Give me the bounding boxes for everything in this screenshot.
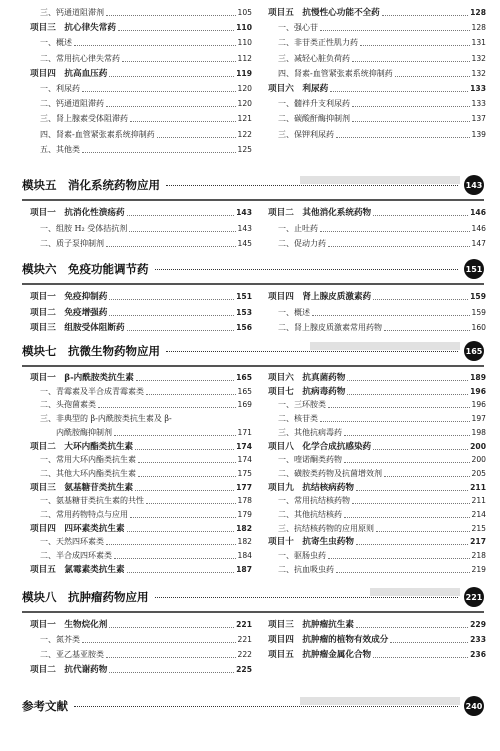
leader-dots bbox=[136, 380, 234, 381]
entry-page-number: 217 bbox=[470, 537, 486, 547]
leader-dots bbox=[127, 572, 235, 573]
leader-dots bbox=[328, 246, 470, 247]
entry-title: 一、概述 bbox=[278, 307, 310, 317]
entry-page-number: 218 bbox=[471, 551, 486, 561]
entry-title: 二、其他抗结核药 bbox=[278, 510, 342, 519]
toc-project-entry[interactable] bbox=[268, 6, 486, 18]
toc-sub-entry[interactable] bbox=[40, 467, 252, 479]
leader-dots bbox=[382, 15, 468, 16]
entry-page-number: 211 bbox=[470, 482, 486, 492]
entry-title: 一、常用大环内酯类抗生素 bbox=[40, 455, 136, 465]
entry-page-number: 147 bbox=[471, 239, 486, 248]
entry-title: 一、天然四环素类 bbox=[40, 537, 104, 547]
entry-page-number: 125 bbox=[237, 144, 252, 154]
toc-sub-entry[interactable] bbox=[40, 453, 252, 465]
entry-page-number: 175 bbox=[237, 468, 252, 478]
toc-sub-entry[interactable] bbox=[278, 522, 486, 534]
leader-dots bbox=[328, 407, 470, 408]
entry-title: 项目五 氯霉素类抗生素 bbox=[30, 564, 125, 575]
leader-dots bbox=[114, 558, 236, 559]
leader-dots bbox=[320, 30, 470, 31]
toc-sub-entry[interactable] bbox=[40, 494, 252, 506]
toc-sub-entry[interactable] bbox=[278, 494, 486, 506]
entry-page-number: 132 bbox=[471, 53, 486, 63]
leader-dots bbox=[166, 350, 458, 352]
toc-sub-entry[interactable] bbox=[40, 97, 252, 109]
entry-title: 项目四 抗高血压药 bbox=[30, 68, 108, 79]
entry-title: 项目四 肾上腺皮质激素药 bbox=[268, 292, 372, 302]
entry-page-number: 151 bbox=[236, 292, 252, 301]
toc-sub-entry[interactable] bbox=[40, 52, 252, 64]
entry-page-number: 179 bbox=[237, 510, 252, 519]
page-badge: 143 bbox=[464, 175, 484, 195]
module-title: 模块六 免疫功能调节药 bbox=[22, 262, 149, 276]
entry-page-number: 120 bbox=[237, 99, 252, 109]
entry-title: 项目四 四环素类抗生素 bbox=[30, 523, 125, 534]
entry-title: 一、氮芥类 bbox=[40, 635, 80, 644]
entry-title: 一、青霉素及半合成青霉素类 bbox=[40, 386, 144, 396]
entry-page-number: 221 bbox=[236, 620, 252, 629]
page-badge: 151 bbox=[464, 259, 484, 279]
entry-page-number: 146 bbox=[471, 223, 486, 233]
leader-dots bbox=[127, 531, 235, 532]
entry-page-number: 215 bbox=[471, 523, 486, 533]
toc-project-entry[interactable] bbox=[30, 206, 252, 218]
leader-dots bbox=[82, 152, 236, 153]
entry-page-number: 222 bbox=[237, 650, 252, 659]
divider bbox=[22, 283, 484, 285]
page-badge: 221 bbox=[464, 587, 484, 607]
toc-project-entry[interactable] bbox=[268, 440, 486, 452]
entry-page-number: 196 bbox=[471, 400, 486, 410]
toc-project-entry[interactable] bbox=[30, 618, 252, 630]
toc-sub-entry[interactable] bbox=[40, 128, 252, 140]
entry-page-number: 200 bbox=[470, 441, 486, 451]
module-six-header[interactable] bbox=[22, 259, 484, 279]
leader-dots bbox=[328, 558, 470, 559]
leader-dots bbox=[109, 672, 234, 673]
toc-sub-entry[interactable] bbox=[278, 237, 486, 249]
leader-dots bbox=[122, 61, 236, 62]
toc-sub-entry[interactable] bbox=[278, 563, 486, 575]
entry-title: 二、抗血吸虫药 bbox=[278, 564, 334, 574]
entry-title: 项目一 抗消化性溃疡药 bbox=[30, 208, 125, 218]
entry-page-number: 128 bbox=[470, 8, 486, 17]
entry-title: 二、磺胺类药物及抗菌增效剂 bbox=[278, 468, 382, 478]
entry-title: 二、核苷类 bbox=[278, 414, 318, 424]
entry-page-number: 159 bbox=[470, 292, 486, 301]
leader-dots bbox=[127, 215, 235, 216]
leader-dots bbox=[373, 449, 468, 450]
toc-sub-entry[interactable] bbox=[278, 398, 486, 410]
toc-sub-entry[interactable] bbox=[40, 112, 252, 124]
toc-project-entry[interactable] bbox=[30, 290, 252, 302]
entry-page-number: 133 bbox=[470, 84, 486, 93]
entry-page-number: 200 bbox=[471, 455, 486, 465]
toc-sub-entry[interactable] bbox=[40, 535, 252, 547]
entry-page-number: 121 bbox=[237, 114, 252, 124]
leader-dots bbox=[135, 490, 234, 491]
toc-sub-entry[interactable] bbox=[40, 237, 252, 249]
entry-title: 项目三 抗肿瘤抗生素 bbox=[268, 620, 354, 630]
leader-dots bbox=[114, 435, 236, 436]
entry-page-number: 165 bbox=[237, 386, 252, 396]
toc-project-entry[interactable] bbox=[268, 633, 486, 645]
leader-dots bbox=[106, 657, 236, 658]
toc-sub-entry[interactable] bbox=[278, 549, 486, 561]
toc-sub-entry[interactable] bbox=[278, 36, 486, 48]
references-header[interactable] bbox=[22, 696, 484, 716]
leader-dots bbox=[344, 462, 470, 463]
leader-dots bbox=[155, 268, 459, 270]
toc-sub-entry[interactable] bbox=[278, 128, 486, 140]
leader-dots bbox=[157, 137, 236, 138]
divider bbox=[22, 199, 484, 201]
toc-project-entry[interactable] bbox=[30, 321, 252, 333]
module-seven-header[interactable] bbox=[22, 341, 484, 361]
toc-project-entry[interactable] bbox=[30, 306, 252, 318]
entry-title: 二、非苷类正性肌力药 bbox=[278, 38, 358, 48]
entry-page-number: 174 bbox=[237, 455, 252, 465]
entry-page-number: 236 bbox=[470, 650, 486, 659]
toc-sub-entry[interactable] bbox=[278, 97, 486, 109]
entry-page-number: 122 bbox=[237, 129, 252, 139]
entry-title: 三、其他抗病毒药 bbox=[278, 427, 342, 437]
leader-dots bbox=[384, 476, 470, 477]
entry-title: 项目六 抗真菌药物 bbox=[268, 373, 346, 383]
toc-sub-entry[interactable] bbox=[278, 52, 486, 64]
toc-sub-entry[interactable] bbox=[40, 412, 252, 424]
toc-sub-entry[interactable] bbox=[278, 21, 486, 33]
leader-dots bbox=[155, 596, 459, 598]
leader-dots bbox=[129, 231, 235, 232]
toc-sub-entry[interactable] bbox=[278, 67, 486, 79]
module-title: 模块八 抗肿瘤药物应用 bbox=[22, 590, 149, 604]
toc-project-entry[interactable] bbox=[268, 648, 486, 660]
entry-page-number: 196 bbox=[470, 386, 486, 396]
entry-page-number: 198 bbox=[471, 427, 486, 437]
leader-dots bbox=[74, 705, 458, 707]
leader-dots bbox=[130, 517, 236, 518]
leader-dots bbox=[109, 76, 234, 77]
toc-sub-entry[interactable] bbox=[278, 222, 486, 234]
toc-sub-entry[interactable] bbox=[278, 306, 486, 318]
leader-dots bbox=[138, 476, 236, 477]
entry-title: 二、质子泵抑制剂 bbox=[40, 239, 104, 248]
leader-dots bbox=[146, 394, 236, 395]
divider bbox=[22, 365, 484, 367]
entry-page-number: 197 bbox=[471, 414, 486, 424]
entry-page-number: 184 bbox=[237, 551, 252, 561]
entry-title: 一、氨基糖苷类抗生素的共性 bbox=[40, 496, 144, 506]
entry-page-number: 178 bbox=[237, 496, 252, 506]
entry-title: 一、止吐药 bbox=[278, 223, 318, 233]
toc-sub-entry[interactable] bbox=[278, 112, 486, 124]
entry-title: 三、钙通道阻滞剂 bbox=[40, 8, 104, 17]
entry-page-number: 110 bbox=[237, 38, 252, 48]
leader-dots bbox=[330, 91, 468, 92]
entry-title: 项目五 抗肿瘤金属化合物 bbox=[268, 650, 372, 660]
leader-dots bbox=[109, 315, 234, 316]
toc-project-entry[interactable] bbox=[30, 440, 252, 452]
leader-dots bbox=[82, 91, 236, 92]
toc-project-entry[interactable] bbox=[268, 481, 486, 493]
entry-title: 项目八 化学合成抗感染药 bbox=[268, 441, 372, 452]
toc-project-entry[interactable] bbox=[30, 663, 252, 675]
entry-page-number: 174 bbox=[236, 441, 252, 451]
references-title: 参考文献 bbox=[22, 699, 68, 713]
entry-page-number: 214 bbox=[471, 510, 486, 519]
toc-project-entry[interactable] bbox=[268, 82, 486, 94]
toc-project-entry[interactable] bbox=[268, 290, 486, 302]
entry-page-number: 233 bbox=[470, 635, 486, 644]
entry-page-number: 143 bbox=[237, 223, 252, 233]
entry-title: 项目二 大环内酯类抗生素 bbox=[30, 441, 134, 452]
entry-title: 四、肾素-血管紧张素系统抑制药 bbox=[278, 68, 393, 78]
entry-page-number: 139 bbox=[471, 129, 486, 139]
leader-dots bbox=[373, 657, 468, 658]
toc-project-entry[interactable] bbox=[268, 618, 486, 630]
toc-project-entry[interactable] bbox=[30, 67, 252, 79]
leader-dots bbox=[344, 517, 470, 518]
entry-title: 二、亚乙基亚胺类 bbox=[40, 650, 104, 659]
toc-sub-entry[interactable] bbox=[278, 426, 486, 438]
entry-title: 项目三 氨基糖苷类抗生素 bbox=[30, 482, 134, 493]
leader-dots bbox=[109, 299, 234, 300]
leader-dots bbox=[356, 544, 468, 545]
entry-title: 项目十 抗寄生虫药物 bbox=[268, 537, 354, 548]
entry-title: 一、强心苷 bbox=[278, 23, 318, 33]
leader-dots bbox=[166, 184, 458, 186]
leader-dots bbox=[82, 642, 236, 643]
toc-project-entry[interactable] bbox=[30, 481, 252, 493]
entry-title: 项目二 抗代谢药物 bbox=[30, 665, 108, 675]
leader-dots bbox=[395, 76, 470, 77]
leader-dots bbox=[146, 503, 236, 504]
entry-title: 二、常用药物特点与应用 bbox=[40, 510, 128, 519]
entry-title: 二、促动力药 bbox=[278, 239, 326, 248]
entry-title: 二、头孢菌素类 bbox=[40, 400, 96, 410]
entry-title: 一、喹诺酮类药物 bbox=[278, 455, 342, 465]
entry-title: 项目一 免疫抑制药 bbox=[30, 292, 108, 302]
entry-page-number: 128 bbox=[471, 23, 486, 33]
toc-sub-entry[interactable] bbox=[40, 222, 252, 234]
entry-title: 项目四 抗肿瘤的植物有效成分 bbox=[268, 635, 389, 645]
entry-title: 一、髓袢升支利尿药 bbox=[278, 99, 350, 109]
entry-page-number: 143 bbox=[236, 208, 252, 217]
leader-dots bbox=[373, 299, 468, 300]
leader-dots bbox=[106, 246, 236, 247]
entry-title: 二、钙通道阻滞药 bbox=[40, 99, 104, 109]
module-title: 模块七 抗微生物药物应用 bbox=[22, 344, 160, 358]
toc-project-entry[interactable] bbox=[268, 206, 486, 218]
toc-sub-entry[interactable] bbox=[278, 508, 486, 520]
leader-dots bbox=[360, 45, 470, 46]
toc-sub-entry[interactable] bbox=[278, 453, 486, 465]
entry-page-number: 221 bbox=[237, 635, 252, 644]
entry-page-number: 145 bbox=[237, 239, 252, 248]
leader-dots bbox=[320, 421, 470, 422]
toc-project-entry[interactable] bbox=[268, 385, 486, 397]
entry-title: 项目三 组胺受体阻断药 bbox=[30, 323, 125, 333]
entry-title: 五、其他类 bbox=[40, 144, 80, 154]
leader-dots bbox=[106, 106, 236, 107]
module-eight-header[interactable] bbox=[22, 587, 484, 607]
entry-page-number: 165 bbox=[236, 373, 252, 382]
leader-dots bbox=[118, 30, 234, 31]
toc-sub-entry[interactable] bbox=[40, 508, 252, 520]
entry-title: 项目二 免疫增强药 bbox=[30, 307, 108, 318]
module-five-header[interactable] bbox=[22, 175, 484, 195]
entry-page-number: 189 bbox=[470, 373, 486, 382]
leader-dots bbox=[352, 106, 470, 107]
entry-title: 一、三环胺类 bbox=[278, 400, 326, 410]
entry-page-number: 153 bbox=[236, 307, 252, 317]
leader-dots bbox=[130, 121, 236, 122]
leader-dots bbox=[356, 627, 468, 628]
entry-page-number: 137 bbox=[471, 114, 486, 124]
entry-title: 一、驱肠虫药 bbox=[278, 551, 326, 561]
entry-page-number: 211 bbox=[471, 496, 486, 506]
entry-title: 三、抗结核药物的应用原则 bbox=[278, 523, 374, 533]
entry-title: 二、半合成四环素类 bbox=[40, 551, 112, 561]
entry-page-number: 119 bbox=[236, 68, 252, 78]
leader-dots bbox=[127, 330, 235, 331]
entry-title: 项目六 利尿药 bbox=[268, 84, 329, 94]
leader-dots bbox=[356, 490, 468, 491]
entry-title: 项目七 抗病毒药物 bbox=[268, 386, 346, 397]
entry-page-number: 182 bbox=[237, 537, 252, 547]
entry-title: 二、肾上腺皮质激素常用药物 bbox=[278, 323, 382, 332]
entry-title: 二、其他大环内酯类抗生素 bbox=[40, 468, 136, 478]
entry-title: 项目二 其他消化系统药物 bbox=[268, 208, 372, 218]
leader-dots bbox=[336, 137, 470, 138]
toc-sub-entry[interactable] bbox=[278, 321, 486, 333]
leader-dots bbox=[336, 572, 470, 573]
entry-page-number: 110 bbox=[236, 23, 252, 33]
entry-page-number: 229 bbox=[470, 620, 486, 629]
toc-project-entry[interactable] bbox=[268, 535, 486, 547]
toc-sub-entry[interactable] bbox=[40, 398, 252, 410]
leader-dots bbox=[312, 315, 470, 316]
toc-project-entry[interactable] bbox=[30, 563, 252, 575]
entry-page-number: 156 bbox=[236, 323, 252, 332]
toc-project-entry[interactable] bbox=[268, 371, 486, 383]
leader-dots bbox=[138, 462, 236, 463]
entry-title: 项目九 抗结核病药物 bbox=[268, 482, 354, 493]
leader-dots bbox=[344, 435, 470, 436]
toc-sub-entry[interactable] bbox=[40, 633, 252, 645]
toc-sub-entry[interactable] bbox=[40, 549, 252, 561]
leader-dots bbox=[347, 394, 468, 395]
module-title: 模块五 消化系统药物应用 bbox=[22, 178, 160, 192]
entry-title: 项目一 生物烷化剂 bbox=[30, 620, 108, 630]
leader-dots bbox=[347, 380, 468, 381]
toc-sub-entry[interactable] bbox=[40, 143, 252, 155]
entry-title: 三、保钾利尿药 bbox=[278, 129, 334, 139]
entry-title: 项目一 β-内酰胺类抗生素 bbox=[30, 373, 134, 383]
leader-dots bbox=[106, 544, 236, 545]
entry-title: 一、组胺 H₂ 受体拮抗剂 bbox=[40, 223, 128, 233]
entry-title: 项目三 抗心律失常药 bbox=[30, 23, 116, 34]
entry-title: 一、利尿药 bbox=[40, 84, 80, 93]
entry-page-number: 171 bbox=[237, 427, 252, 437]
leader-dots bbox=[320, 231, 470, 232]
leader-dots bbox=[352, 503, 470, 504]
entry-page-number: 132 bbox=[471, 68, 486, 78]
entry-title: 三、减轻心脏负荷药 bbox=[278, 53, 350, 63]
toc-sub-entry[interactable] bbox=[40, 648, 252, 660]
entry-page-number: 133 bbox=[471, 99, 486, 109]
entry-title: 四、肾素-血管紧张素系统抑制药 bbox=[40, 129, 155, 139]
toc-sub-entry[interactable] bbox=[40, 82, 252, 94]
entry-page-number: 225 bbox=[236, 665, 252, 674]
entry-page-number: 131 bbox=[471, 38, 486, 48]
entry-page-number: 205 bbox=[471, 468, 486, 478]
entry-title: 二、常用抗心律失常药 bbox=[40, 53, 120, 63]
divider bbox=[22, 611, 484, 613]
toc-project-entry[interactable] bbox=[30, 522, 252, 534]
toc-sub-entry[interactable] bbox=[40, 6, 252, 18]
entry-page-number: 112 bbox=[237, 53, 252, 63]
leader-dots bbox=[109, 627, 234, 628]
entry-page-number: 169 bbox=[237, 400, 252, 410]
entry-page-number: 187 bbox=[236, 564, 252, 574]
toc-project-entry[interactable] bbox=[30, 371, 252, 383]
leader-dots bbox=[390, 642, 468, 643]
toc-sub-entry[interactable] bbox=[278, 412, 486, 424]
leader-dots bbox=[74, 45, 236, 46]
entry-title: 三、非典型的 β-内酰胺类抗生素及 β- bbox=[40, 414, 172, 424]
entry-page-number: 177 bbox=[236, 482, 252, 492]
leader-dots bbox=[384, 330, 470, 331]
entry-page-number: 120 bbox=[237, 84, 252, 93]
entry-title: 二、碳酸酐酶抑制剂 bbox=[278, 114, 350, 124]
entry-title: 三、肾上腺素受体阻滞药 bbox=[40, 114, 128, 124]
toc-project-entry[interactable] bbox=[30, 21, 252, 33]
leader-dots bbox=[373, 215, 468, 216]
entry-page-number: 159 bbox=[471, 307, 486, 317]
entry-page-number: 105 bbox=[237, 8, 252, 17]
leader-dots bbox=[98, 407, 236, 408]
toc-sub-entry[interactable] bbox=[40, 385, 252, 397]
entry-page-number: 146 bbox=[470, 208, 486, 217]
leader-dots bbox=[106, 15, 236, 16]
entry-title: 项目五 抗慢性心功能不全药 bbox=[268, 8, 380, 18]
entry-title: 内酰胺酶抑制剂 bbox=[40, 427, 112, 437]
page-badge: 240 bbox=[464, 696, 484, 716]
entry-page-number: 182 bbox=[236, 523, 252, 533]
toc-sub-entry[interactable] bbox=[40, 36, 252, 48]
entry-title: 一、常用抗结核药物 bbox=[278, 496, 350, 506]
entry-page-number: 219 bbox=[471, 564, 486, 574]
entry-page-number: 160 bbox=[471, 323, 486, 332]
entry-title: 一、概述 bbox=[40, 38, 72, 48]
leader-dots bbox=[376, 531, 470, 532]
toc-sub-entry[interactable] bbox=[278, 467, 486, 479]
leader-dots bbox=[135, 449, 234, 450]
leader-dots bbox=[352, 61, 470, 62]
page-badge: 165 bbox=[464, 341, 484, 361]
toc-sub-entry[interactable] bbox=[40, 426, 252, 438]
leader-dots bbox=[352, 121, 470, 122]
